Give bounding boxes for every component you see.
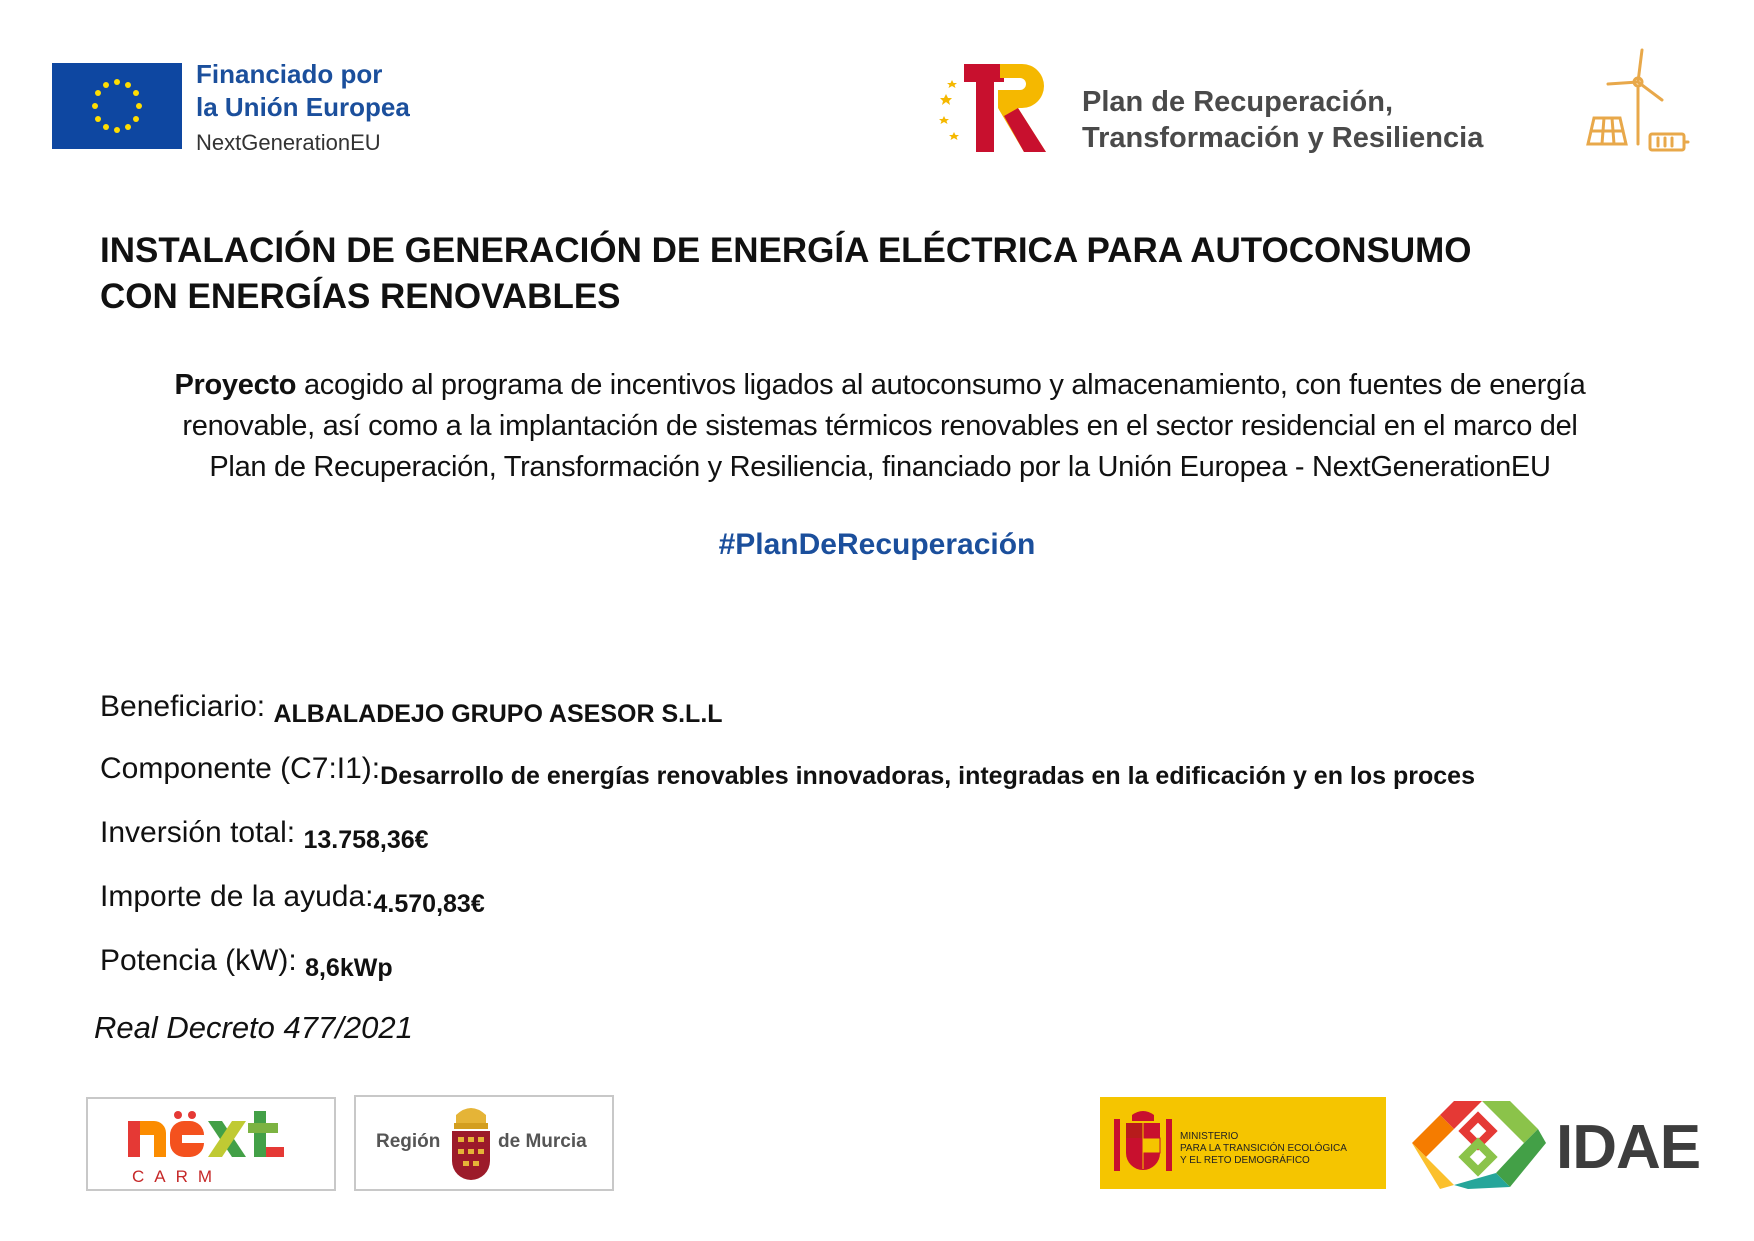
ministerio-text <box>1180 1131 1347 1167</box>
intro-lead: Proyecto <box>174 369 297 401</box>
spain-coat-of-arms-icon <box>1112 1109 1174 1179</box>
tr-logo <box>938 56 1058 156</box>
page-title <box>100 228 1660 320</box>
beneficiario-value: ALBALADEJO GRUPO ASESOR S.L.L <box>273 700 723 728</box>
decree-text: Real Decreto 477/2021 <box>94 1010 413 1045</box>
inversion-value: 13.758,36€ <box>303 826 429 854</box>
title-line-1: INSTALACIÓN DE GENERACIÓN DE ENERGÍA ELÉCTRICA PARA AUTOCONSUMO <box>100 231 1472 270</box>
importe-value: 4.570,83€ <box>373 890 485 918</box>
componente-value: Desarrollo de energías renovables innovadoras, integradas en la edificación y en los proces <box>380 762 1475 790</box>
idae-mark-icon <box>1410 1097 1548 1191</box>
ministerio-line-2: PARA LA TRANSICIÓN ECOLÓGICA <box>1180 1143 1347 1154</box>
renewable-energy-icon <box>1580 48 1690 160</box>
potencia-label: Potencia (kW): <box>100 944 297 977</box>
murcia-label-right: de Murcia <box>498 1131 587 1152</box>
intro-line-1 <box>90 365 1670 406</box>
beneficiario-label: Beneficiario: <box>100 690 266 723</box>
intro-line-2: renovable, así como a la implantación de sistemas térmicos renovables en el sector residencial en el marco del <box>182 410 1578 442</box>
hashtag: #PlanDeRecuperación <box>718 528 1036 561</box>
prtr-line-1: Plan de Recuperación, <box>1082 86 1394 118</box>
region-murcia-logo <box>354 1095 614 1191</box>
prtr-line-2: Transformación y Resiliencia <box>1082 122 1484 154</box>
murcia-label-left: Región <box>376 1131 441 1152</box>
tr-letters-icon <box>938 56 1058 156</box>
potencia-row <box>100 944 393 983</box>
componente-label: Componente (C7:I1): <box>100 752 381 785</box>
prtr-text <box>1082 84 1483 156</box>
importe-label: Importe de la ayuda: <box>100 880 374 913</box>
title-line-2: CON ENERGÍAS RENOVABLES <box>100 277 621 316</box>
beneficiario-row <box>100 690 723 729</box>
importe-row <box>100 880 485 919</box>
eu-stars-icon <box>52 63 182 149</box>
inversion-label: Inversión total: <box>100 816 296 849</box>
eu-line-2: la Unión Europea <box>196 92 410 122</box>
inversion-row <box>100 816 429 855</box>
eu-line-3: NextGenerationEU <box>196 130 381 155</box>
eu-funding-text <box>196 58 410 159</box>
next-carm-label: CARM <box>132 1167 223 1186</box>
eu-flag-logo <box>52 63 182 149</box>
ministerio-line-1: MINISTERIO <box>1180 1131 1239 1142</box>
potencia-value: 8,6kWp <box>305 954 393 982</box>
murcia-shield-icon <box>448 1101 494 1187</box>
componente-row <box>100 752 1475 791</box>
ministerio-logo <box>1100 1097 1386 1189</box>
next-carm-logo <box>86 1097 336 1191</box>
ministerio-line-3: Y EL RETO DEMOGRÁFICO <box>1180 1155 1310 1166</box>
eu-line-1: Financiado por <box>196 59 383 89</box>
intro-paragraph <box>90 365 1670 488</box>
intro-line-3: Plan de Recuperación, Transformación y Resiliencia, financiado por la Unión Europea - NextGenerationEU <box>209 451 1551 483</box>
idae-logo-text: IDAE <box>1556 1113 1701 1182</box>
intro-text-1: acogido al programa de incentivos ligados al autoconsumo y almacenamiento, con fuentes de energía <box>296 369 1586 401</box>
